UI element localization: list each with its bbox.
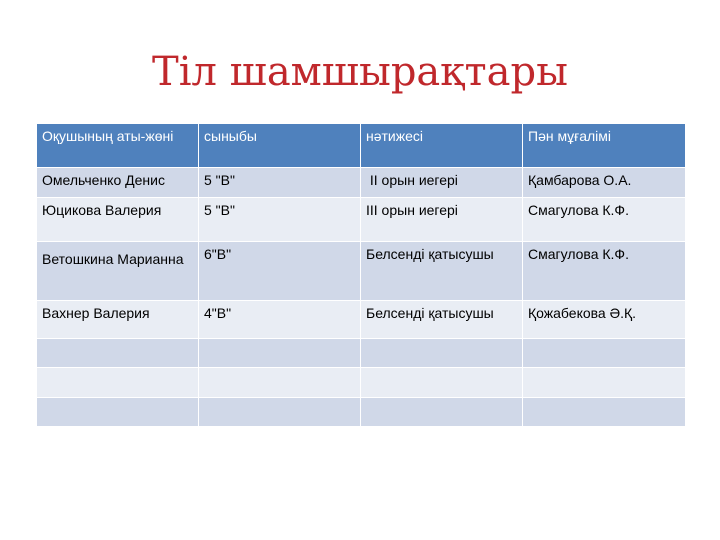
table-row <box>37 368 686 398</box>
cell-student-name <box>37 398 199 427</box>
table-row <box>37 242 686 301</box>
slide-title: Тіл шамшырақтары <box>152 49 568 95</box>
cell-result <box>361 368 523 398</box>
table-header-row <box>37 124 686 168</box>
cell-student-name: Ветошкина Марианна <box>37 242 199 301</box>
cell-class <box>199 398 361 427</box>
cell-student-name <box>37 368 199 398</box>
cell-class: 5 "В" <box>199 168 361 198</box>
table-row <box>37 198 686 242</box>
cell-teacher: Қамбарова О.А. <box>523 168 686 198</box>
cell-result: ІІ орын иегері <box>361 168 523 198</box>
header-result: нәтижесі <box>361 124 523 168</box>
cell-teacher: Смагулова К.Ф. <box>523 198 686 242</box>
cell-teacher: Смагулова К.Ф. <box>523 242 686 301</box>
cell-teacher <box>523 339 686 368</box>
cell-class: 6"В" <box>199 242 361 301</box>
cell-student-name: Юцикова Валерия <box>37 198 199 242</box>
cell-student-name <box>37 339 199 368</box>
cell-class <box>199 339 361 368</box>
header-class: сыныбы <box>199 124 361 168</box>
results-table <box>36 123 686 427</box>
cell-result <box>361 398 523 427</box>
header-student-name: Оқушының аты-жөні <box>37 124 199 168</box>
cell-result <box>361 339 523 368</box>
cell-class: 4"В" <box>199 301 361 339</box>
cell-result: Белсенді қатысушы <box>361 301 523 339</box>
cell-teacher <box>523 368 686 398</box>
cell-student-name: Вахнер Валерия <box>37 301 199 339</box>
cell-result: Белсенді қатысушы <box>361 242 523 301</box>
cell-class <box>199 368 361 398</box>
cell-student-name: Омельченко Денис <box>37 168 199 198</box>
cell-class: 5 "В" <box>199 198 361 242</box>
cell-teacher <box>523 398 686 427</box>
table-row <box>37 398 686 427</box>
table-row <box>37 301 686 339</box>
table-row <box>37 339 686 368</box>
table-row <box>37 168 686 198</box>
cell-result: ІІІ орын иегері <box>361 198 523 242</box>
header-teacher: Пән мұғалімі <box>523 124 686 168</box>
cell-teacher: Қожабекова Ә.Қ. <box>523 301 686 339</box>
